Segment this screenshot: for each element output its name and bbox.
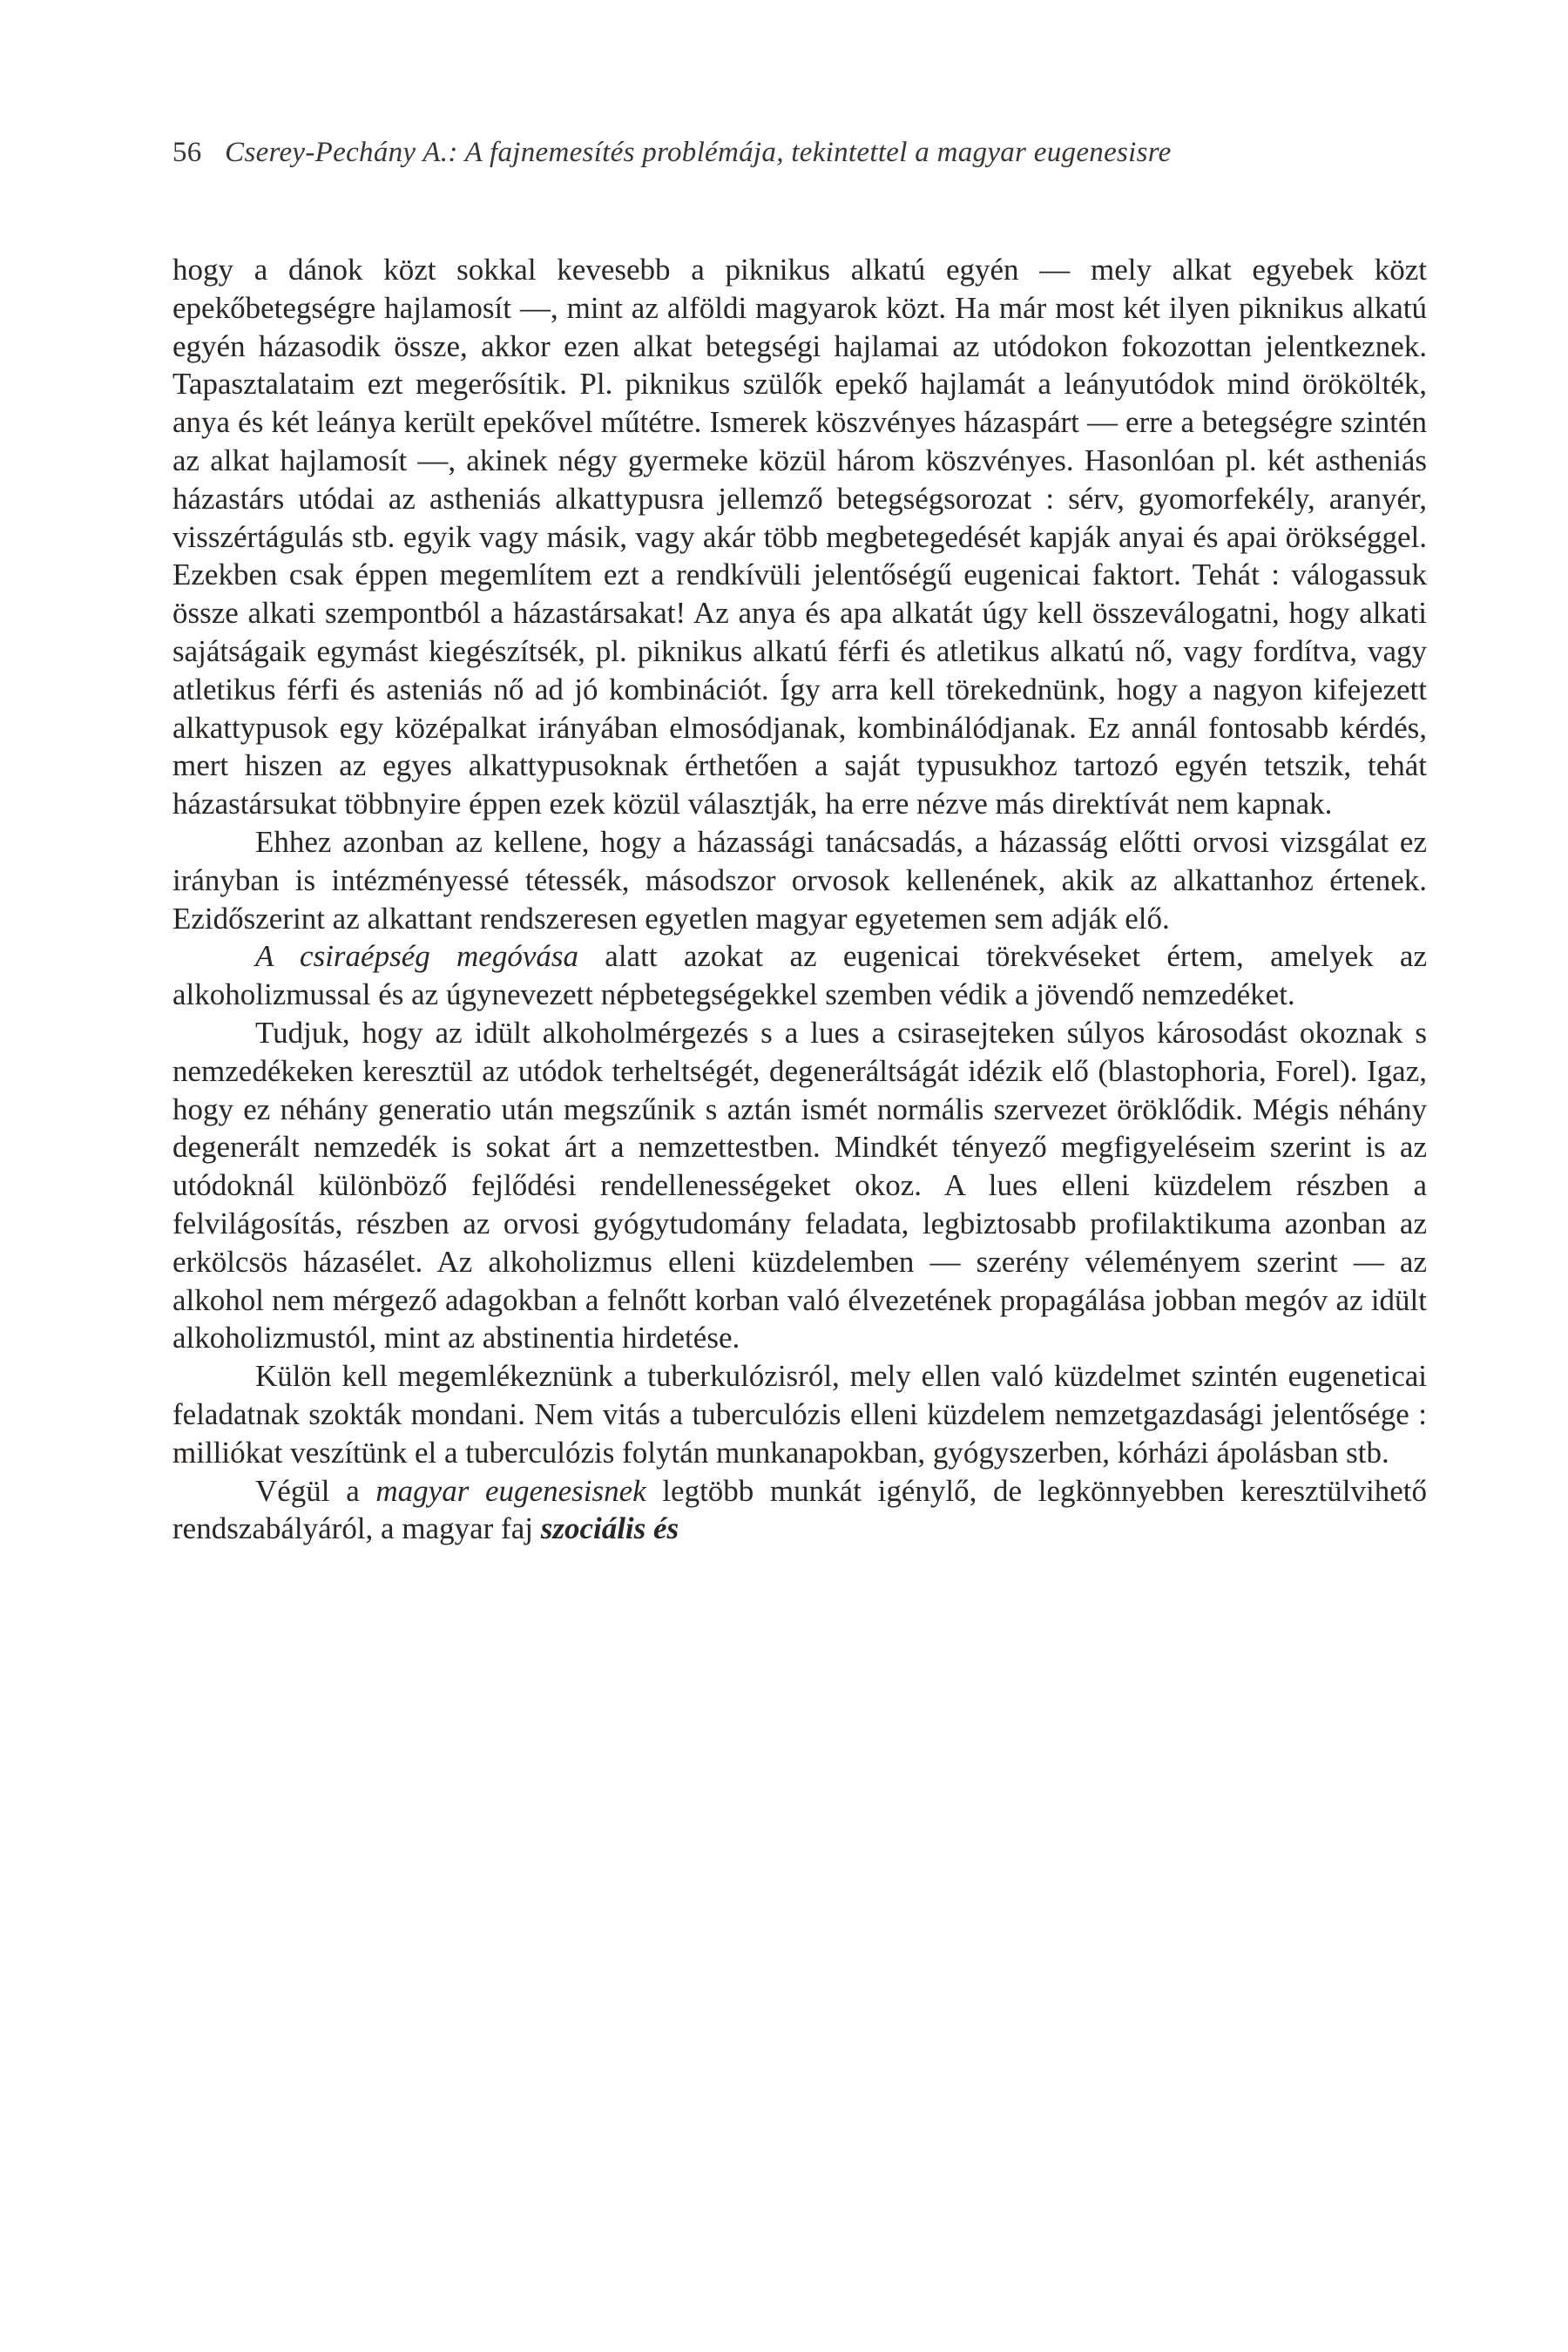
running-header: [172, 131, 1427, 174]
paragraph-6-emphasis-bold: szociális és: [540, 1511, 679, 1546]
paragraph-3-text: alatt azokat az eugenicai törekvéseket értem, amelyek az alkoholizmussal és az úgynevezett népbetegségekkel szemben védik a jövendő nemzedéket.: [172, 939, 1427, 1012]
page-number: 56: [172, 137, 202, 168]
paragraph-3: [172, 937, 1427, 1014]
paragraph-2: [172, 823, 1427, 937]
paragraph-5-text: Külön kell megemlékeznünk a tuberkulózisról, mely ellen való küzdelmet szintén eugeneticai feladatnak szokták mondani. Nem vitás a tuberculózis elleni küzdelem nemzetgazdasági jelentősége : milliókat veszítünk el a tuberculózis folytán munkanapokban, gyógyszerben, kórházi ápolásban stb.: [172, 1359, 1427, 1470]
paragraph-3-emphasis: A csiraépség megóvása: [255, 939, 578, 974]
paragraph-1-text: hogy a dánok közt sokkal kevesebb a piknikus alkatú egyén — mely alkat egyebek közt epekőbetegségre hajlamosít —, mint az alföldi magyarok közt. Ha már most két ilyen piknikus alkatú egyén házasodik össze, akkor ezen alkat betegségi hajlamai az utódokon fokozottan jelentkeznek. Tapasztalataim ezt megerősítik. Pl. piknikus szülők epekő hajlamát a leányutódok mind örökölték, anya és két leánya került epekővel műtétre. Ismerek köszvényes házaspárt — erre a betegségre szintén az alkat hajlamosít —, akinek négy gyermeke közül három köszvényes. Hasonlóan pl. két astheniás házastárs utódai az astheniás alkattypusra jellemző betegségsorozat : sérv, gyomorfekély, aranyér, visszértágulás stb. egyik vagy másik, vagy akár több megbetegedését kapják anyai és apai örökséggel. Ezekben csak éppen megemlítem ezt a rendkívüli jelentőségű eugenicai faktort. Tehát : válogassuk össze alkati szempontból a házastársakat! Az anya és apa alkatát úgy kell összeválogatni, hogy alkati sajátságaik egymást kiegészítsék, pl. piknikus alkatú férfi és atletikus alkatú nő, vagy fordítva, vagy atletikus férfi és asteniás nő ad jó kombinációt. Így arra kell törekednünk, hogy a nagyon kifejezett alkattypusok egy középalkat irányában elmosódjanak, kombinálódjanak. Ez annál fontosabb kérdés, mert hiszen az egyes alkattypusoknak érthetően a saját typusukhoz tartozó egyén tetszik, tehát házastársukat többnyire éppen ezek közül választják, ha erre nézve más direktívát nem kapnak.: [172, 253, 1427, 821]
running-title: Cserey-Pechány A.: A fajnemesítés problémája, tekintettel a magyar eugenesisre: [225, 137, 1172, 168]
paragraph-2-text: Ehhez azonban az kellene, hogy a házassági tanácsadás, a házasság előtti orvosi vizsgálat ez irányban is intézményessé tétessék, másodszor orvosok kellenének, akik az alkattanhoz értenek. Ezidőszerint az alkattant rendszeresen egyetlen magyar egyetemen sem adják elő.: [172, 824, 1427, 936]
paragraph-6-text-before: Végül a: [255, 1473, 376, 1508]
paragraph-5: [172, 1357, 1427, 1471]
body-text: [172, 251, 1427, 1548]
paragraph-4-text: Tudjuk, hogy az idült alkoholmérgezés s a lues a csirasejteken súlyos károsodást okoznak s nemzedékeken keresztül az utódok terheltségét, degeneráltságát idézik elő (blastophoria, Forel). Igaz, hogy ez néhány generatio után megszűnik s aztán ismét normális szervezet öröklődik. Mégis néhány degenerált nemzedék is sokat árt a nemzettestben. Mindkét tényező megfigyeléseim szerint is az utódoknál különböző fejlődési rendellenességeket okoz. A lues elleni küzdelem részben a felvilágosítás, részben az orvosi gyógytudomány feladata, legbiztosabb profilaktikuma azonban az erkölcsös házasélet. Az alkoholizmus elleni küzdelemben — szerény véleményem szerint — az alkohol nem mérgező adagokban a felnőtt korban való élvezetének propagálása jobban megóv az idült alkoholizmustól, mint az abstinentia hirdetése.: [172, 1015, 1427, 1355]
paragraph-1: [172, 251, 1427, 823]
paragraph-6-text-after: legtöbb munkát igénylő, de legkönnyebben keresztülvihető rendszabályáról, a magyar faj: [172, 1473, 1427, 1546]
paragraph-6-emphasis: magyar eugenesisnek: [375, 1473, 646, 1508]
paragraph-6: [172, 1472, 1427, 1549]
document-page: [172, 131, 1427, 2265]
paragraph-4: [172, 1014, 1427, 1357]
